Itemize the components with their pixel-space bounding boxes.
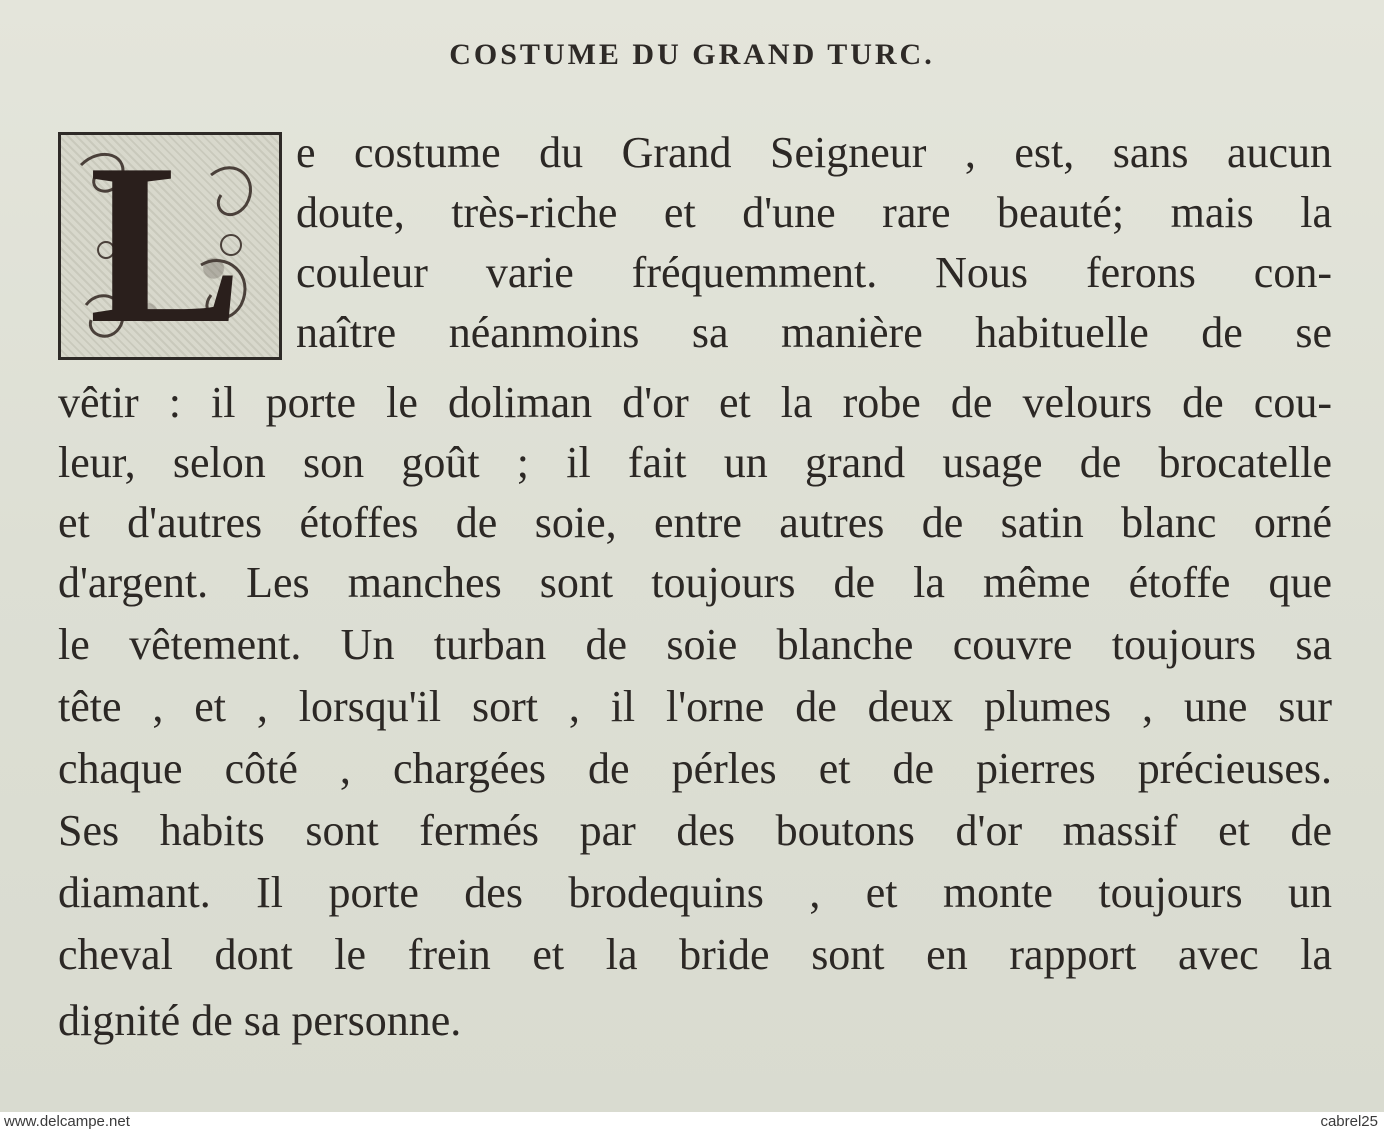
text-line: vêtir : il porte le doliman d'or et la robe de velours de cou- (58, 378, 1332, 427)
watermark-seller: cabrel25 (1320, 1113, 1378, 1130)
text-line: doute, très-riche et d'une rare beauté; mais la (296, 188, 1332, 237)
text-line: couleur varie fréquemment. Nous ferons con- (296, 248, 1332, 297)
text-line: cheval dont le frein et la bride sont en rapport avec la (58, 930, 1332, 979)
drop-cap-letter: L (89, 116, 243, 371)
text-line: leur, selon son goût ; il fait un grand usage de brocatelle (58, 438, 1332, 487)
watermark-strip (0, 1112, 1384, 1132)
text-line: Ses habits sont fermés par des boutons d'or massif et de (58, 806, 1332, 855)
text-line: chaque côté , chargées de pérles et de pierres précieuses. (58, 744, 1332, 793)
text-line: le vêtement. Un turban de soie blanche couvre toujours sa (58, 620, 1332, 669)
page-title: COSTUME DU GRAND TURC. (449, 38, 935, 71)
text-line: dignité de sa personne. (58, 996, 462, 1045)
text-line: et d'autres étoffes de soie, entre autres de satin blanc orné (58, 498, 1332, 547)
text-line: tête , et , lorsqu'il sort , il l'orne de deux plumes , une sur (58, 682, 1332, 731)
watermark-site: www.delcampe.net (4, 1113, 130, 1130)
text-line: d'argent. Les manches sont toujours de la même étoffe que (58, 558, 1332, 607)
text-line: diamant. Il porte des brodequins , et monte toujours un (58, 868, 1332, 917)
text-line: e costume du Grand Seigneur , est, sans aucun (296, 128, 1332, 177)
text-line: naître néanmoins sa manière habituelle de se (296, 308, 1332, 357)
ornamental-drop-cap (58, 116, 282, 371)
